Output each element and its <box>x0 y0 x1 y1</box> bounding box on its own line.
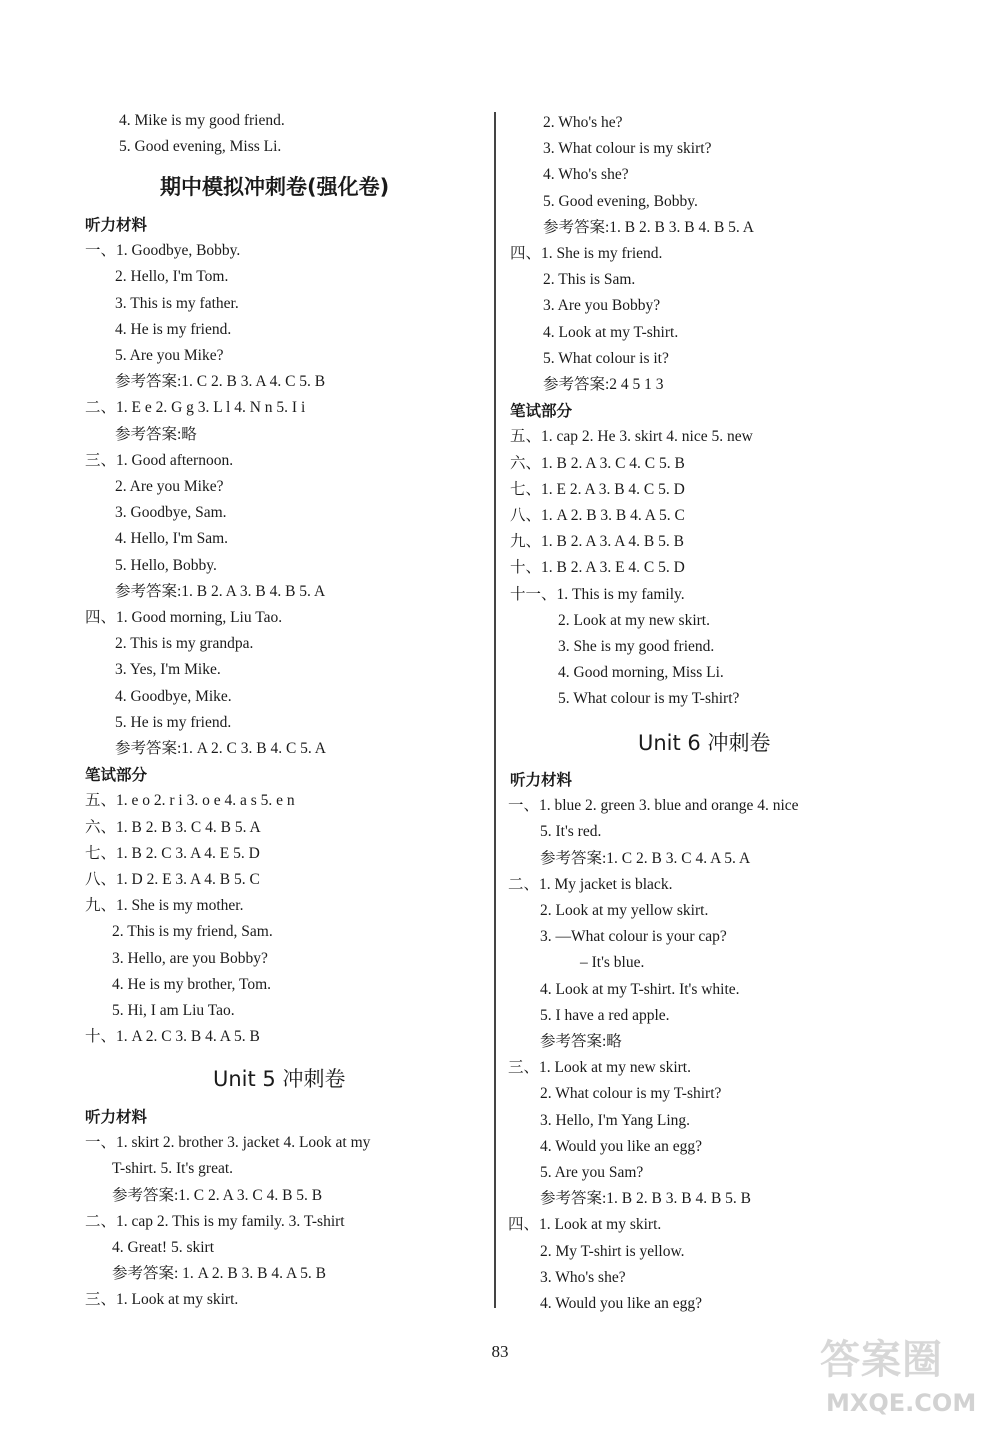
text-line: 3. Who's she? <box>540 1268 626 1286</box>
question-line: 十、1. B 2. A 3. E 4. C 5. D <box>510 559 685 577</box>
question-line: 二、1. E e 2. G g 3. L l 4. N n 5. I i <box>85 399 306 417</box>
question-line: 十、1. A 2. C 3. B 4. A 5. B <box>85 1028 260 1046</box>
text-line: T-shirt. 5. It's great. <box>112 1160 234 1178</box>
text-line: 5. I have a red apple. <box>540 1006 670 1024</box>
answer-key-line: 参考答案:1. B 2. A 3. B 4. B 5. A <box>115 582 326 600</box>
text-line: 3. Are you Bobby? <box>543 297 661 315</box>
question-line: 七、1. E 2. A 3. B 4. C 5. D <box>510 480 685 498</box>
question-line: 三、1. Look at my new skirt. <box>508 1059 691 1077</box>
text-line: 5. It's red. <box>540 823 602 841</box>
text-line: 2. This is my friend, Sam. <box>112 923 273 941</box>
text-line: 3. She is my good friend. <box>558 638 715 655</box>
answer-key-line: 参考答案:1. C 2. A 3. C 4. B 5. B <box>112 1186 323 1204</box>
question-line: 二、1. cap 2. This is my family. 3. T-shirt <box>85 1212 345 1230</box>
question-line: 九、1. She is my mother. <box>85 897 244 915</box>
section-label: 听力材料 <box>510 771 573 789</box>
question-line: 八、1. D 2. E 3. A 4. B 5. C <box>85 871 260 888</box>
text-line: 2. Hello, I'm Tom. <box>115 268 229 286</box>
text-line: 2. Are you Mike? <box>115 478 224 495</box>
text-line: 5. Are you Mike? <box>115 347 224 364</box>
answer-key-line: 参考答案:2 4 5 1 3 <box>543 376 664 393</box>
answer-key-line: 参考答案:略 <box>115 425 197 443</box>
page-number: 83 <box>491 1342 509 1361</box>
question-line: 四、1. She is my friend. <box>510 245 663 262</box>
text-line: 5. What colour is my T-shirt? <box>558 690 740 708</box>
text-line: 2. This is my grandpa. <box>115 635 254 653</box>
text-line: 4. Who's she? <box>543 166 629 184</box>
question-line: 六、1. B 2. B 3. C 4. B 5. A <box>85 818 261 836</box>
answer-key-line: 参考答案:略 <box>540 1033 622 1050</box>
answer-key-line: 参考答案:1. C 2. B 3. A 4. C 5. B <box>115 373 326 391</box>
text-line: 3. —What colour is your cap? <box>540 928 727 946</box>
text-line: 2. My T-shirt is yellow. <box>540 1242 685 1260</box>
text-line: 4. Good morning, Miss Li. <box>558 664 724 682</box>
text-line: 3. Hello, I'm Yang Ling. <box>540 1111 691 1129</box>
question-line: 四、1. Look at my skirt. <box>508 1216 662 1234</box>
text-line: 2. This is Sam. <box>543 271 636 289</box>
watermark-url: MXQE.COM <box>826 1389 977 1417</box>
text-line: 4. Great! 5. skirt <box>112 1239 215 1256</box>
question-line: 一、1. blue 2. green 3. blue and orange 4. nice <box>508 797 799 815</box>
section-label: 听力材料 <box>85 1108 148 1126</box>
text-line: 4. Look at my T-shirt. <box>543 323 679 341</box>
text-line: 4. Mike is my good friend. <box>119 112 285 129</box>
text-line: 3. Yes, I'm Mike. <box>115 661 221 679</box>
section-label: 听力材料 <box>85 216 148 234</box>
section-label: 笔试部分 <box>85 766 148 785</box>
question-line: 八、1. A 2. B 3. B 4. A 5. C <box>510 507 685 524</box>
question-line: 六、1. B 2. A 3. C 4. C 5. B <box>510 454 685 472</box>
watermark-logo: 答案圈 <box>820 1337 943 1383</box>
question-line: 三、1. Good afternoon. <box>85 451 234 469</box>
question-line: 一、1. Goodbye, Bobby. <box>85 242 241 260</box>
text-line: 4. Would you like an egg? <box>540 1137 703 1155</box>
question-line: 三、1. Look at my skirt. <box>85 1291 239 1309</box>
answer-key-line: 参考答案:1. C 2. B 3. C 4. A 5. A <box>540 849 751 867</box>
text-line: 5. Hello, Bobby. <box>115 556 217 574</box>
question-line: 九、1. B 2. A 3. A 4. B 5. B <box>510 533 684 551</box>
text-line: 5. He is my friend. <box>115 713 232 731</box>
question-line: 十一、1. This is my family. <box>510 585 685 603</box>
question-line: 一、1. skirt 2. brother 3. jacket 4. Look at my <box>85 1134 371 1152</box>
text-line: 3. Goodbye, Sam. <box>115 504 227 522</box>
answer-key-line: 参考答案: 1. A 2. B 3. B 4. A 5. B <box>112 1265 327 1283</box>
question-line: 二、1. My jacket is black. <box>508 875 673 893</box>
section-title: 期中模拟冲刺卷(强化卷) <box>160 175 390 199</box>
text-line: 3. This is my father. <box>115 294 239 312</box>
answer-key-line: 参考答案:1. B 2. B 3. B 4. B 5. A <box>543 218 754 236</box>
column-divider <box>494 112 496 1308</box>
section-label: 笔试部分 <box>510 402 573 421</box>
section-title: Unit 5 冲刺卷 <box>213 1067 346 1091</box>
question-line: 五、1. cap 2. He 3. skirt 4. nice 5. new <box>510 428 753 446</box>
text-line: 2. Look at my new skirt. <box>558 611 710 629</box>
text-line: 4. Hello, I'm Sam. <box>115 530 229 548</box>
question-line: 七、1. B 2. C 3. A 4. E 5. D <box>85 844 260 862</box>
question-line: 四、1. Good morning, Liu Tao. <box>85 609 283 626</box>
text-line: 4. Would you like an egg? <box>540 1295 703 1312</box>
text-line: 2. Look at my yellow skirt. <box>540 902 709 919</box>
text-line: 5. Are you Sam? <box>540 1164 644 1181</box>
text-line: 4. Look at my T-shirt. It's white. <box>540 980 740 998</box>
watermark <box>820 1336 996 1436</box>
question-line: 五、1. e o 2. r i 3. o e 4. a s 5. e n <box>85 792 295 810</box>
text-line: 5. Good evening, Bobby. <box>543 192 698 210</box>
text-line: 4. Goodbye, Mike. <box>115 687 232 705</box>
text-line: 5. What colour is it? <box>543 349 669 367</box>
text-line: – It's blue. <box>580 954 645 972</box>
text-line: 2. Who's he? <box>543 114 623 131</box>
text-line: 5. Good evening, Miss Li. <box>119 138 282 156</box>
section-title: Unit 6 冲刺卷 <box>638 731 771 755</box>
answer-key-line: 参考答案:1. B 2. B 3. B 4. B 5. B <box>540 1190 751 1208</box>
text-line: 5. Hi, I am Liu Tao. <box>112 1002 235 1019</box>
text-line: 2. What colour is my T-shirt? <box>540 1085 722 1103</box>
text-line: 3. Hello, are you Bobby? <box>112 949 268 967</box>
text-line: 4. He is my friend. <box>115 320 232 338</box>
text-line: 4. He is my brother, Tom. <box>112 975 272 993</box>
answer-key-line: 参考答案:1. A 2. C 3. B 4. C 5. A <box>115 740 326 757</box>
text-line: 3. What colour is my skirt? <box>543 140 712 158</box>
